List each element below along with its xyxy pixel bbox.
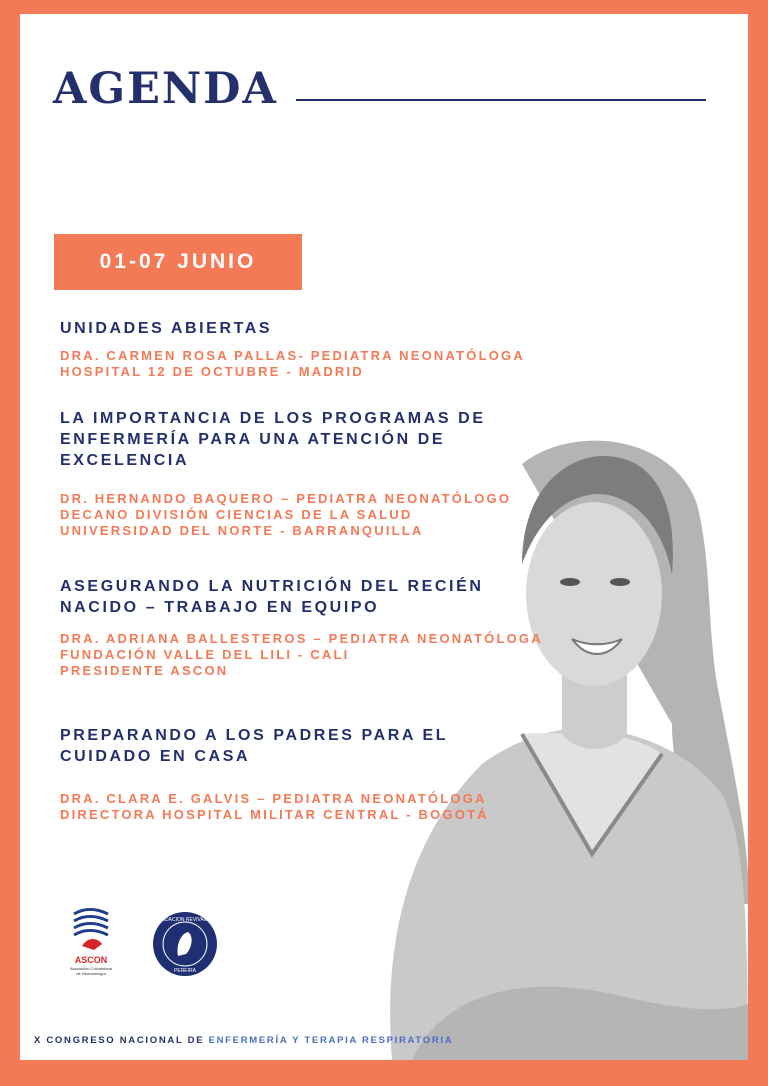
ascon-logo xyxy=(70,910,113,977)
session-speaker xyxy=(60,348,525,380)
footer-text xyxy=(34,1035,453,1046)
date-badge: 01-07 JUNIO xyxy=(54,234,302,290)
page-title: AGENDA xyxy=(53,64,278,114)
speaker-line: PRESIDENTE ASCON xyxy=(60,663,229,678)
session-title: ASEGURANDO LA NUTRICIÓN DEL RECIÉN xyxy=(60,578,484,595)
agenda-item xyxy=(60,408,486,471)
speaker-line: HOSPITAL 12 DE OCTUBRE - MADRID xyxy=(60,364,364,379)
session-title: UNIDADES ABIERTAS xyxy=(60,320,273,337)
speaker-line: DIRECTORA HOSPITAL MILITAR CENTRAL - BOGOTÁ xyxy=(60,807,489,822)
footer-topic: ENFERMERÍA Y TERAPIA RESPIRATORIA xyxy=(208,1035,454,1046)
svg-text:Asociación Colombiana: Asociación Colombiana xyxy=(70,966,112,971)
speaker-line: DR. HERNANDO BAQUERO – PEDIATRA NEONATÓLOGO xyxy=(60,491,512,506)
revivamos-bottom: PEREIRA xyxy=(174,968,196,974)
speaker-line: FUNDACIÓN VALLE DEL LILI - CALI xyxy=(60,647,350,662)
session-speaker xyxy=(60,791,489,823)
session-speaker xyxy=(60,491,511,539)
footer-congress: X CONGRESO NACIONAL DE xyxy=(34,1035,209,1046)
agenda-page xyxy=(20,14,748,1060)
svg-text:de Neonatología: de Neonatología xyxy=(76,971,106,976)
speaker-line: DRA. ADRIANA BALLESTEROS – PEDIATRA NEONATÓLOGA xyxy=(60,631,543,646)
ascon-name: ASCON xyxy=(74,955,108,965)
speaker-line: UNIVERSIDAD DEL NORTE - BARRANQUILLA xyxy=(60,523,424,538)
fundacion-revivamos-logo xyxy=(153,912,217,976)
speaker-line: DECANO DIVISIÓN CIENCIAS DE LA SALUD xyxy=(60,507,413,522)
agenda-item xyxy=(60,576,484,618)
session-speaker xyxy=(60,631,543,679)
session-title: LA IMPORTANCIA DE LOS PROGRAMAS DE xyxy=(60,410,486,427)
session-title: CUIDADO EN CASA xyxy=(60,748,251,765)
speaker-line: DRA. CARMEN ROSA PALLAS- PEDIATRA NEONATÓLOGA xyxy=(60,348,525,363)
sponsor-logos xyxy=(68,906,218,986)
session-title: ENFERMERÍA PARA UNA ATENCIÓN DE xyxy=(60,431,446,448)
revivamos-top: FUNDACION REVIVAMOS xyxy=(154,917,216,923)
agenda-item xyxy=(60,725,448,767)
session-title: NACIDO – TRABAJO EN EQUIPO xyxy=(60,599,380,616)
session-title: EXCELENCIA xyxy=(60,452,190,469)
title-divider xyxy=(296,99,706,101)
speaker-line: DRA. CLARA E. GALVIS – PEDIATRA NEONATÓLOGA xyxy=(60,791,487,806)
agenda-item xyxy=(60,318,272,339)
session-title: PREPARANDO A LOS PADRES PARA EL xyxy=(60,727,449,744)
